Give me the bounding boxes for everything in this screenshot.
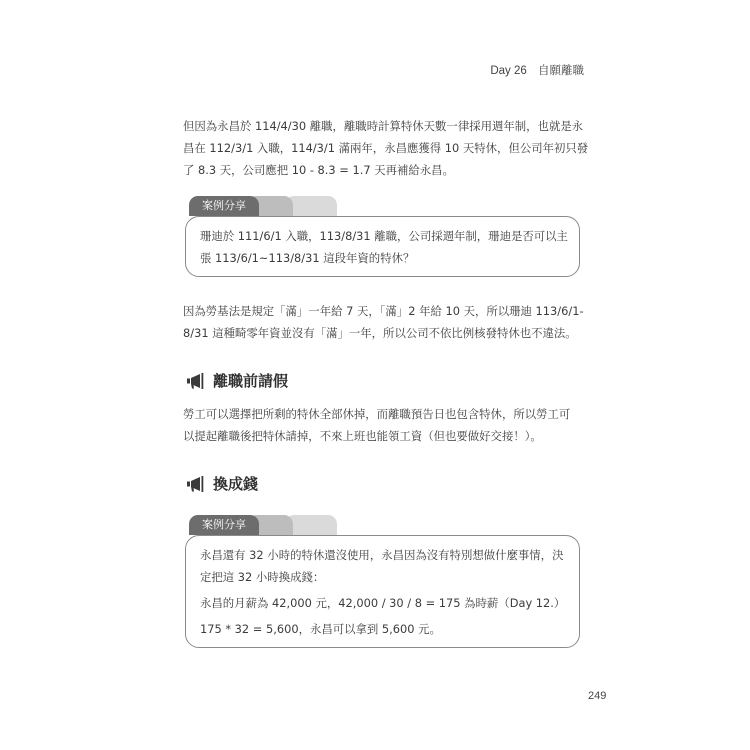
paragraph-line: 8/31 這種畸零年資並沒有「滿」一年，所以公司不依比例核發特休也不違法。 <box>183 326 577 340</box>
paragraph-line: 昌在 112/3/1 入職，114/3/1 滿兩年，永昌應獲得 10 天特休，但公司年初只發 <box>183 141 589 155</box>
case-line: 175 * 32 = 5,600，永昌可以拿到 5,600 元。 <box>200 622 441 636</box>
case-tab-label: 案例分享 <box>189 196 259 216</box>
case-content <box>185 216 580 277</box>
header-chapter: 自願離職 <box>538 65 584 77</box>
section-1-body <box>183 403 598 447</box>
paragraph-line: 但因為永昌於 114/4/30 離職，離職時計算特休天數一律採用週年制，也就是永 <box>183 119 584 133</box>
running-header <box>490 62 584 78</box>
header-day: Day 26 <box>490 65 527 77</box>
megaphone-icon <box>185 372 207 390</box>
section-heading-1 <box>185 370 288 391</box>
section-title: 離職前請假 <box>213 372 289 390</box>
case-line: 珊迪於 111/6/1 入職，113/8/31 離職，公司採週年制，珊迪是否可以主 <box>200 229 568 243</box>
case-tab-label: 案例分享 <box>189 515 259 535</box>
case-line: 永昌的月薪為 42,000 元，42,000 / 30 / 8 = 175 為時薪（Day 12.） <box>200 596 566 610</box>
case-tabs <box>185 192 580 214</box>
paragraph-line: 了 8.3 天，公司應把 10 - 8.3 = 1.7 天再補給永昌。 <box>183 163 454 177</box>
paragraph-line: 以提起離職後把特休請掉，不來上班也能領工資（但也要做好交接！）。 <box>183 429 542 443</box>
paragraph-line: 因為勞基法是規定「滿」一年給 7 天，「滿」2 年給 10 天，所以珊迪 113/6/1- <box>183 304 584 318</box>
case-line: 張 113/6/1~113/8/31 這段年資的特休？ <box>200 251 415 265</box>
case-line: 定把這 32 小時換成錢： <box>200 570 325 584</box>
case-box-2 <box>185 511 580 648</box>
paragraph-2 <box>183 300 598 344</box>
paragraph-1 <box>183 115 598 181</box>
megaphone-icon <box>185 475 207 493</box>
section-heading-2 <box>185 473 258 494</box>
paragraph-line: 勞工可以選擇把所剩的特休全部休掉，而離職預告日也包含特休，所以勞工可 <box>183 407 571 421</box>
section-title: 換成錢 <box>213 475 259 493</box>
case-line: 永昌還有 32 小時的特休還沒使用，永昌因為沒有特別想做什麼事情，決 <box>200 548 564 562</box>
case-tabs <box>185 511 580 533</box>
case-box-1 <box>185 192 580 277</box>
case-content <box>185 535 580 648</box>
page-number: 249 <box>588 690 607 702</box>
